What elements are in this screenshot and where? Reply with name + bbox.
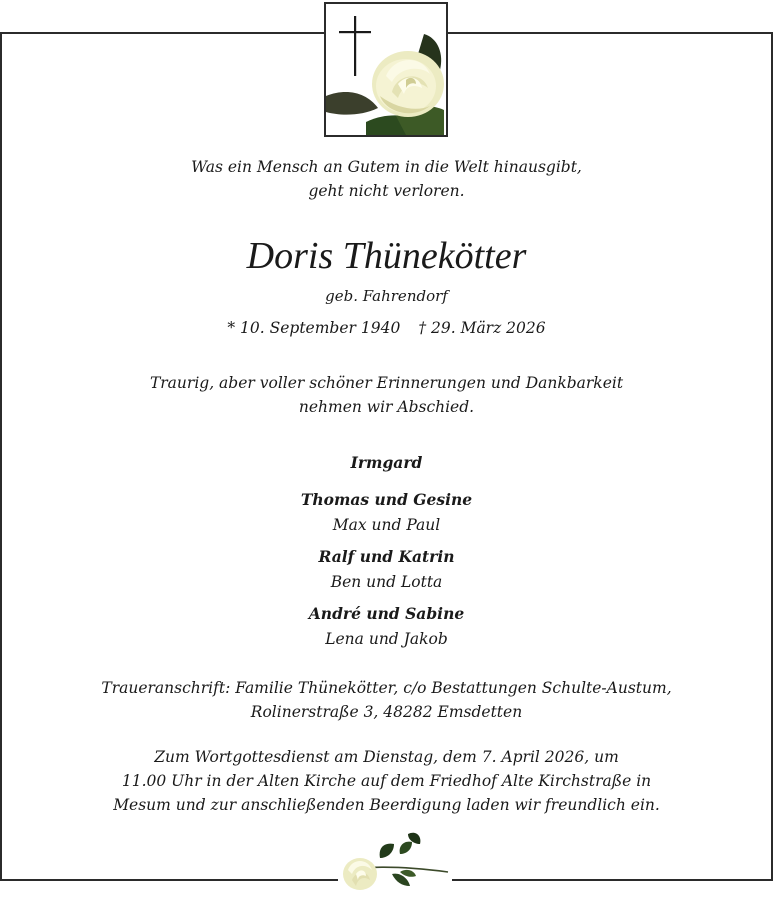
address-line-2: Rolinerstraße 3, 48282 Emsdetten [250,703,523,721]
cross-icon [339,16,371,76]
service-line-2: 11.00 Uhr in der Alten Kirche auf dem Friedhof Alte Kirchstraße in [121,772,652,790]
service-line-1: Zum Wortgottesdienst am Dienstag, dem 7. April 2026, um [154,748,619,766]
family-main-name: Thomas und Gesine [300,490,473,509]
farewell-line-1: Traurig, aber voller schöner Erinnerungen und Dankbarkeit [149,374,624,392]
rose-icon [372,51,444,117]
family-group [0,601,773,651]
farewell-line-2: nehmen wir Abschied. [298,398,475,416]
motto-line-2: geht nicht verloren. [308,182,465,200]
frame-top-right-line [447,32,773,34]
family-main-name: Ralf und Katrin [318,547,455,566]
family-group [0,450,773,480]
frame-bottom-right-line [452,879,773,881]
family-group [0,487,773,537]
frame-top-left-line [0,32,324,34]
life-dates [0,316,773,340]
family-list [0,450,773,658]
farewell-text [0,371,773,419]
address-line-1: Traueranschrift: Familie Thünekötter, c/o Bestattungen Schulte-Austum, [101,679,672,697]
birth-date: * 10. September 1940 [227,319,401,337]
family-children: Max und Paul [332,516,441,534]
motto [0,155,773,203]
birth-name: geb. Fahrendorf [325,287,448,305]
service-line-3: Mesum und zur anschließenden Beerdigung laden wir freundlich ein. [113,796,660,814]
deceased-name: Doris Thünekötter [246,235,527,277]
service-announcement [0,745,773,817]
family-main-name: Irmgard [350,453,423,472]
frame-bottom-left-line [0,879,338,881]
family-children: Ben und Lotta [330,573,443,591]
mourning-address [0,676,773,724]
family-spacer [0,476,773,480]
family-main-name: André und Sabine [308,604,465,623]
family-group [0,544,773,594]
motto-line-1: Was ein Mensch an Gutem in die Welt hinausgibt, [191,158,582,176]
death-date: † 29. März 2026 [418,319,546,337]
cross-rose-emblem [324,2,448,137]
family-children: Lena und Jakob [325,630,448,648]
bottom-rose-icon [338,828,452,898]
